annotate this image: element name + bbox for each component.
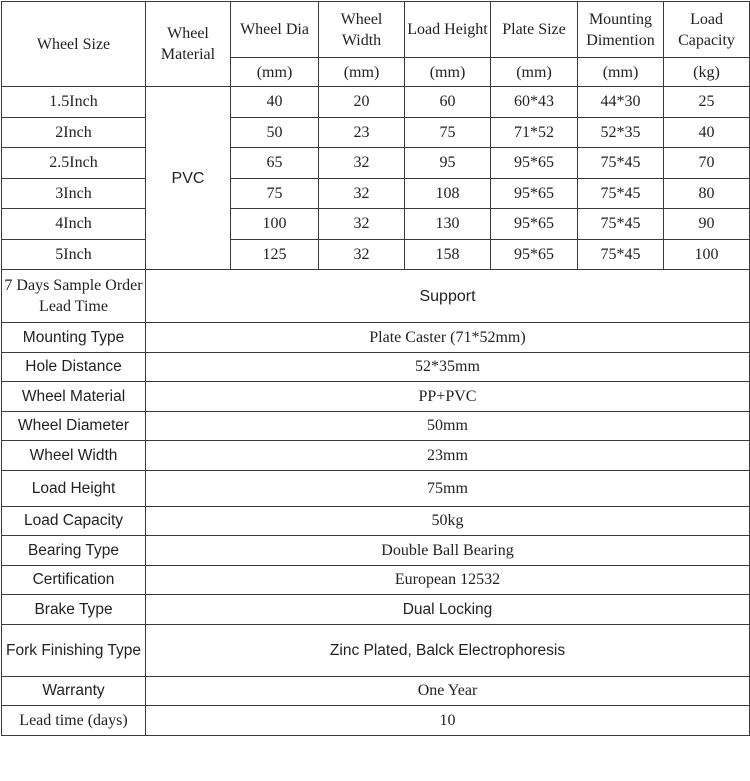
cell-plate: 95*65 — [491, 178, 578, 209]
cell-dia: 40 — [231, 87, 319, 118]
spec-row-certification — [2, 565, 750, 595]
spec-label: Warranty — [2, 676, 146, 706]
spec-label: Fork Finishing Type — [2, 624, 146, 676]
header-wheel-material: Wheel Material — [146, 2, 231, 87]
spec-row-load-capacity — [2, 506, 750, 536]
unit-wheel-dia: (mm) — [231, 58, 319, 87]
cell-mount: 75*45 — [578, 209, 664, 240]
cell-material: PVC — [146, 87, 231, 270]
cell-width: 20 — [319, 87, 405, 118]
spec-label: Brake Type — [2, 595, 146, 625]
table-row — [2, 148, 750, 179]
cell-mount: 75*45 — [578, 239, 664, 270]
spec-label: Wheel Width — [2, 441, 146, 471]
cell-dia: 75 — [231, 178, 319, 209]
cell-height: 75 — [405, 117, 491, 148]
cell-capacity: 25 — [664, 87, 750, 118]
cell-dia: 100 — [231, 209, 319, 240]
spec-row-sample-lead-time — [2, 270, 750, 323]
spec-value: 23mm — [146, 441, 750, 471]
table-row — [2, 239, 750, 270]
spec-row-bearing-type — [2, 536, 750, 566]
cell-capacity: 100 — [664, 239, 750, 270]
spec-row-brake-type — [2, 595, 750, 625]
cell-capacity: 90 — [664, 209, 750, 240]
spec-value: 75mm — [146, 470, 750, 506]
spec-label: Certification — [2, 565, 146, 595]
cell-width: 32 — [319, 148, 405, 179]
spec-label: 7 Days Sample Order Lead Time — [2, 270, 146, 323]
spec-value: 10 — [146, 706, 750, 736]
spec-row-mounting-type — [2, 323, 750, 353]
header-wheel-width: Wheel Width — [319, 2, 405, 58]
cell-width: 32 — [319, 239, 405, 270]
unit-wheel-width: (mm) — [319, 58, 405, 87]
cell-mount: 44*30 — [578, 87, 664, 118]
spec-value: One Year — [146, 676, 750, 706]
cell-height: 158 — [405, 239, 491, 270]
cell-capacity: 70 — [664, 148, 750, 179]
spec-value: 52*35mm — [146, 352, 750, 382]
spec-value: Double Ball Bearing — [146, 536, 750, 566]
spec-row-hole-distance — [2, 352, 750, 382]
cell-mount: 75*45 — [578, 178, 664, 209]
cell-size: 4Inch — [2, 209, 146, 240]
spec-label: Mounting Type — [2, 323, 146, 353]
cell-size: 3Inch — [2, 178, 146, 209]
header-mounting-dimention: Mounting Dimention — [578, 2, 664, 58]
spec-value: PP+PVC — [146, 382, 750, 412]
spec-row-wheel-diameter — [2, 411, 750, 441]
spec-value: Zinc Plated, Balck Electrophoresis — [146, 624, 750, 676]
table-row — [2, 178, 750, 209]
table-row — [2, 209, 750, 240]
cell-plate: 95*65 — [491, 209, 578, 240]
cell-height: 108 — [405, 178, 491, 209]
spec-row-warranty — [2, 676, 750, 706]
cell-dia: 65 — [231, 148, 319, 179]
header-row — [2, 2, 750, 58]
spec-row-lead-time — [2, 706, 750, 736]
cell-capacity: 40 — [664, 117, 750, 148]
spec-label: Load Capacity — [2, 506, 146, 536]
cell-size: 2Inch — [2, 117, 146, 148]
cell-height: 95 — [405, 148, 491, 179]
cell-dia: 50 — [231, 117, 319, 148]
unit-mounting-dimention: (mm) — [578, 58, 664, 87]
cell-capacity: 80 — [664, 178, 750, 209]
header-load-height: Load Height — [405, 2, 491, 58]
cell-size: 2.5Inch — [2, 148, 146, 179]
cell-dia: 125 — [231, 239, 319, 270]
spec-value: Dual Locking — [146, 595, 750, 625]
spec-row-fork-finishing — [2, 624, 750, 676]
header-wheel-size: Wheel Size — [2, 2, 146, 87]
cell-plate: 60*43 — [491, 87, 578, 118]
unit-load-capacity: (kg) — [664, 58, 750, 87]
spec-row-load-height — [2, 470, 750, 506]
spec-value: 50mm — [146, 411, 750, 441]
spec-table — [1, 1, 750, 736]
spec-value: European 12532 — [146, 565, 750, 595]
spec-value: 50kg — [146, 506, 750, 536]
spec-label: Load Height — [2, 470, 146, 506]
unit-load-height: (mm) — [405, 58, 491, 87]
spec-value: Plate Caster (71*52mm) — [146, 323, 750, 353]
cell-size: 5Inch — [2, 239, 146, 270]
spec-label: Wheel Material — [2, 382, 146, 412]
cell-size: 1.5Inch — [2, 87, 146, 118]
cell-plate: 71*52 — [491, 117, 578, 148]
header-load-capacity: Load Capacity — [664, 2, 750, 58]
unit-plate-size: (mm) — [491, 58, 578, 87]
spec-row-wheel-width — [2, 441, 750, 471]
spec-label: Bearing Type — [2, 536, 146, 566]
header-wheel-dia: Wheel Dia — [231, 2, 319, 58]
cell-plate: 95*65 — [491, 148, 578, 179]
header-plate-size: Plate Size — [491, 2, 578, 58]
table-row — [2, 117, 750, 148]
spec-label: Hole Distance — [2, 352, 146, 382]
cell-width: 32 — [319, 209, 405, 240]
cell-height: 130 — [405, 209, 491, 240]
spec-label: Lead time (days) — [2, 706, 146, 736]
cell-height: 60 — [405, 87, 491, 118]
cell-plate: 95*65 — [491, 239, 578, 270]
spec-value: Support — [146, 270, 750, 323]
cell-width: 23 — [319, 117, 405, 148]
table-row — [2, 87, 750, 118]
cell-mount: 52*35 — [578, 117, 664, 148]
spec-label: Wheel Diameter — [2, 411, 146, 441]
cell-width: 32 — [319, 178, 405, 209]
spec-row-wheel-material — [2, 382, 750, 412]
cell-mount: 75*45 — [578, 148, 664, 179]
